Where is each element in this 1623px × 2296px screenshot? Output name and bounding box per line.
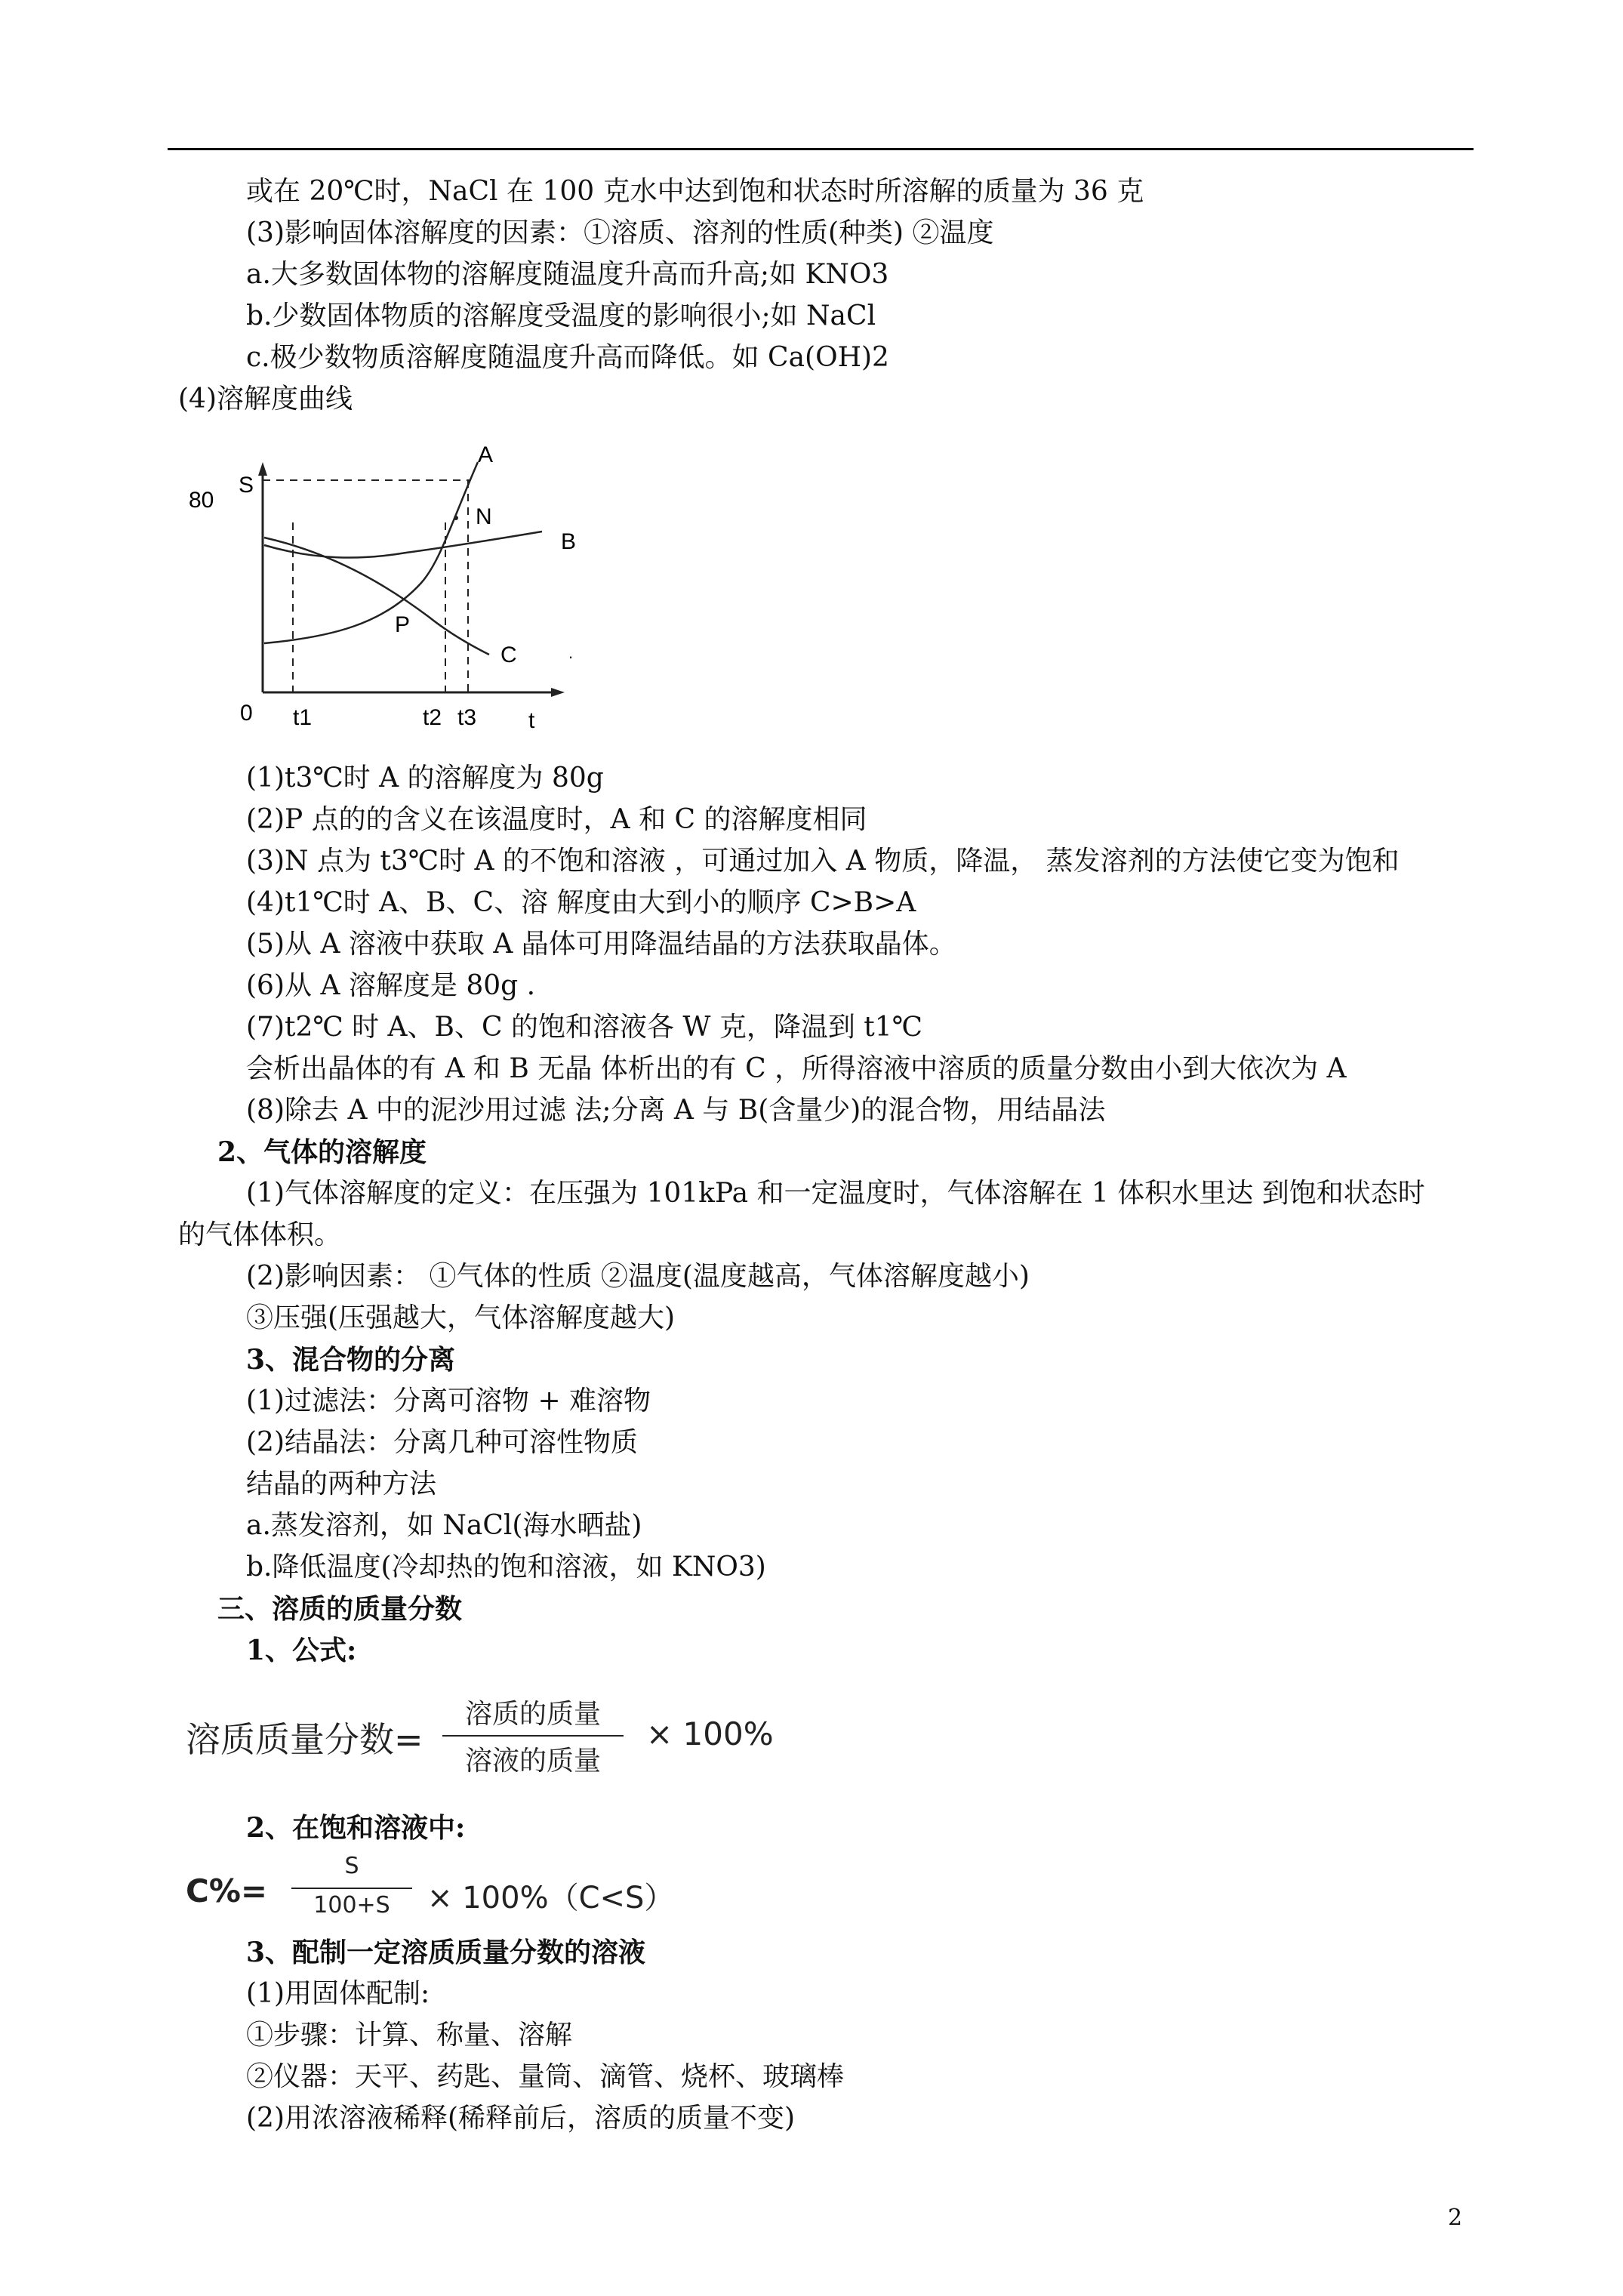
curve-b-label: B (561, 529, 577, 554)
text-line: (1)用固体配制: (246, 1978, 430, 2009)
section-heading: 3、混合物的分离 (246, 1344, 456, 1376)
text-line: (5)从 A 溶液中获取 A 晶体可用降温结晶的方法获取晶体。 (246, 929, 956, 960)
text-line: (2)影响因素： ①气体的性质 ②温度(温度越高，气体溶解度越小) (246, 1261, 1030, 1292)
text-line: (4)t1℃时 A、B、C、溶 解度由大到小的顺序 C>B>A (246, 887, 916, 918)
fraction-bar (291, 1888, 412, 1889)
formula-denominator: 100+S (313, 1892, 390, 1918)
point-p-label: P (395, 612, 411, 637)
formula-lhs: C%= (186, 1872, 268, 1909)
origin-label: 0 (240, 701, 253, 726)
tick-t2: t2 (423, 705, 442, 730)
tick-t1: t1 (293, 705, 313, 730)
mass-fraction-formula (186, 1691, 820, 1789)
fraction-bar (442, 1735, 624, 1737)
y-axis-label: S (239, 473, 254, 498)
text-line: ①步骤：计算、称量、溶解 (246, 2020, 573, 2051)
text-line: (1)过滤法：分离可溶物 + 难溶物 (246, 1385, 651, 1416)
text-line: (6)从 A 溶解度是 80g . (246, 970, 536, 1001)
x-axis-arrow (551, 688, 565, 697)
section-heading: 1、公式: (246, 1635, 357, 1666)
curve-b (264, 532, 542, 558)
text-line: a.大多数固体物的溶解度随温度升高而升高;如 KNO3 (246, 259, 889, 290)
text-line: a.蒸发溶剂，如 NaCl(海水晒盐) (246, 1510, 642, 1541)
y-value-label: 80 (189, 488, 214, 513)
curve-c-label: C (500, 643, 517, 667)
section-heading: 三、溶质的质量分数 (217, 1593, 463, 1625)
formula-numerator: S (344, 1853, 359, 1879)
text-line: (3)N 点为 t3℃时 A 的不饱和溶液 ，可通过加入 A 物质，降温， 蒸发溶剂的方法使它变为饱和 (246, 846, 1400, 877)
section-heading: 3、配制一定溶质质量分数的溶液 (246, 1937, 646, 1968)
section-heading: (4)溶解度曲线 (178, 384, 353, 415)
saturated-fraction-formula (186, 1850, 759, 1933)
text-line: (8)除去 A 中的泥沙用过滤 法;分离 A 与 B(含量少)的混合物，用结晶法 (246, 1095, 1106, 1126)
formula-lhs: 溶质质量分数= (186, 1719, 423, 1760)
x-axis-label: t (528, 708, 535, 733)
text-line: ②仪器：天平、药匙、量筒、滴管、烧杯、玻璃棒 (246, 2061, 845, 2092)
page-number: 2 (1448, 2205, 1463, 2231)
y-axis-arrow (258, 462, 267, 476)
text-line: 结晶的两种方法 (246, 1469, 437, 1499)
formula-denominator: 溶液的质量 (464, 1746, 601, 1777)
curve-a-label: A (478, 442, 494, 467)
text-line: b.降低温度(冷却热的饱和溶液，如 KNO3) (246, 1552, 766, 1583)
point-n-label: N (476, 504, 492, 529)
section-heading: 2、气体的溶解度 (217, 1136, 427, 1168)
text-line: 会析出晶体的有 A 和 B 无晶 体析出的有 C ，所得溶液中溶质的质量分数由小到大依次为 A (246, 1053, 1347, 1084)
text-line: 的气体体积。 (178, 1219, 342, 1250)
text-line: ③压强(压强越大，气体溶解度越大) (246, 1302, 676, 1333)
text-line: (2)用浓溶液稀释(稀释前后，溶质的质量不变) (246, 2103, 796, 2134)
text-line: b.少数固体物质的溶解度受温度的影响很小;如 NaCl (246, 300, 876, 331)
point-n-marker (454, 516, 458, 520)
text-line: 或在 20℃时，NaCl 在 100 克水中达到饱和状态时所溶解的质量为 36 克 (246, 176, 1144, 207)
formula-numerator: 溶质的质量 (464, 1699, 601, 1730)
curve-c (264, 538, 489, 655)
text-line: (2)P 点的的含义在该温度时，A 和 C 的溶解度相同 (246, 804, 867, 835)
formula-times: × 100% (646, 1715, 774, 1752)
text-line: (2)结晶法：分离几种可溶性物质 (246, 1427, 638, 1458)
text-line: (7)t2℃ 时 A、B、C 的饱和溶液各 W 克，降温到 t1℃ (246, 1012, 922, 1043)
tick-t3: t3 (457, 705, 477, 730)
header-rule (168, 148, 1474, 150)
stray-dot: . (568, 643, 574, 662)
formula-times: × 100%（C<S） (427, 1881, 675, 1915)
solubility-curve-diagram (180, 439, 602, 757)
text-line: (3)影响固体溶解度的因素：①溶质、溶剂的性质(种类) ②温度 (246, 217, 994, 248)
text-line: c.极少数物质溶解度随温度升高而降低。如 Ca(OH)2 (246, 342, 889, 373)
text-line: (1)t3℃时 A 的溶解度为 80g (246, 763, 604, 794)
text-line: (1)气体溶解度的定义：在压强为 101kPa 和一定温度时，气体溶解在 1 体积水里达 到饱和状态时 (246, 1178, 1425, 1209)
section-heading: 2、在饱和溶液中: (246, 1812, 466, 1844)
